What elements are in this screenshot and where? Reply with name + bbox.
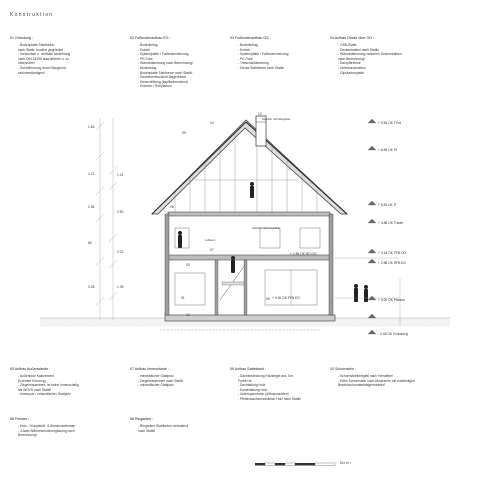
- legend-line: - Estrich: [138, 47, 151, 52]
- legend-line: - Ringanker Stahlbeton umlaufend: [138, 424, 189, 428]
- legend-column-07: [130, 367, 183, 388]
- legend-line: - Unterkonstruktion: [338, 65, 366, 70]
- dimension-label: 1.21: [117, 173, 124, 177]
- room-note: Speicher nicht Begehbar: [262, 118, 291, 121]
- legend-line: - mineralischer Glattputz: [138, 383, 174, 388]
- level-label: + 2.88 OK RD OG: [290, 252, 317, 256]
- marker-06: 06: [266, 297, 270, 301]
- room-note: Luftraum: [205, 239, 216, 242]
- legend-line: nach DIN 18195 auszuführen u. zu: [18, 56, 69, 61]
- legend-line: - Systemplatte / Fußbodenheizung: [138, 52, 189, 57]
- room-note: Speicher nicht begehbar: [252, 227, 281, 230]
- dimension-label: 1.21: [88, 172, 95, 176]
- marker-04: 04: [210, 121, 214, 125]
- legend-line: - Decke Stahlbeton nach Statik!: [238, 65, 285, 70]
- dimension-label: 1.39: [117, 285, 124, 289]
- legend-line: - Sohldämmung durch Baugrund-: [18, 65, 67, 70]
- legend-line: - Erdreich / Rohplanum: [138, 84, 172, 89]
- dimension-label: 2.22: [117, 250, 124, 254]
- legend-line: - Bodenplatte Stahlbeton nach Statik!: [138, 70, 193, 75]
- legend-line: - Dampfbremse: [338, 61, 361, 66]
- legend-line: als WDVS nach Statik!: [18, 387, 52, 392]
- legend-column-05: [10, 367, 79, 397]
- marker-01: 01: [181, 296, 185, 300]
- legend-heading: 03 Fußbodenaufbau OG :: [230, 36, 271, 40]
- level-label: - 0.48 OK Gründung: [378, 332, 408, 336]
- level-label: + 4.88 OK Traufe: [378, 221, 404, 225]
- legend-line: - Bodenbelag: [138, 43, 158, 47]
- legend-heading: 05 Aufbau Außenwände :: [10, 367, 51, 371]
- marker-03: 03: [186, 263, 190, 267]
- legend-line: Farbe rot: [238, 378, 252, 383]
- og-ceiling-slab: [168, 212, 330, 216]
- legend-line: - 3-fach-Wärmeschutzverglasung nach: [18, 428, 75, 433]
- legend-line: Berechnung!: [18, 433, 37, 438]
- level-markers: [368, 119, 376, 334]
- legend-line: - Estrich: [238, 47, 251, 52]
- legend-line: (k.leinste Körnung): [18, 378, 46, 383]
- legend-heading: 08 Ringanker :: [130, 417, 154, 421]
- dimension-label: 1.63: [88, 125, 95, 129]
- dimension-label: 2.50: [117, 210, 124, 214]
- legend-line: - Konterlattung Holz: [238, 387, 268, 392]
- legend-line: - Kiesschüttung (kapillarbrechend): [138, 79, 189, 84]
- legend-heading: 09 Aufbau Satteldach :: [230, 367, 267, 371]
- legend-line: nach Statik!: [138, 428, 156, 433]
- legend-heading: 06 Fenster :: [10, 417, 30, 421]
- legend-line: - Wärmedämmung nach Berechnung!: [138, 61, 193, 66]
- legend-line: - Wärmedämmung zwischen Deckenbalken: [338, 52, 402, 57]
- legend-line: - Bodenplatte Stahlbeton: [18, 43, 55, 47]
- legend-column-06: [10, 417, 75, 438]
- legend-heading: 07 Aufbau Innenwände :: [130, 367, 169, 371]
- legend-line: - PE-Folie: [138, 56, 153, 61]
- scale-bar: [255, 463, 335, 466]
- legend-line: - Sauberkeitsschicht Magerbeton: [138, 75, 187, 80]
- legend-line: nach Statik, frostfrei gegründet: [18, 47, 63, 52]
- level-label: + 8.65 OK Pf: [378, 148, 397, 152]
- legend-line: - Bodenbelag: [238, 43, 258, 47]
- marker-08: 08: [170, 205, 174, 209]
- legend-line: - Außenputz Kalkzement: [18, 374, 54, 378]
- legend-line: nach Berechnung!: [338, 56, 365, 61]
- legend-heading: 02 Fußbodenaufbau EG :: [130, 36, 171, 40]
- level-label: + 3.18 OK FFB OG: [378, 251, 407, 255]
- legend-line: - Holz- / Kunststoff- & Aluminiumfenster: [18, 424, 76, 428]
- legend-line: - Dacheindeckung Falzziegel aus Ton,: [238, 374, 294, 378]
- legend-line: - Abdichtung: [138, 65, 157, 70]
- legend-heading: 04 Aufbau Decke über OG :: [330, 36, 375, 40]
- legend-line: - Pfettendachkonstruktion Holz nach Statik!: [238, 396, 302, 401]
- page-title: Konstruktion: [10, 12, 54, 18]
- legend-column-09: [230, 367, 301, 402]
- walls: [165, 214, 333, 315]
- left-dimension-guides: [96, 118, 117, 320]
- level-label: + 5.53 UK Tr: [378, 203, 397, 207]
- legend-line: - Gipskartonplatte: [338, 70, 365, 75]
- legend-line: - Dachlattung Holz: [238, 383, 266, 388]
- legend-line: - mineralischer Glattputz: [138, 374, 174, 378]
- ground-slab: [165, 315, 335, 321]
- legend-heading: 10 Schornstein :: [330, 367, 356, 371]
- legend-line: sachverständigen!: [18, 70, 45, 75]
- dimension-label: 3.28: [88, 285, 95, 289]
- legend-line: - Höhe Schornstein nach Absprache mit zuständigen: [338, 378, 415, 383]
- legend-line: - Deckenbalken nach Statik!: [338, 47, 380, 52]
- scale-label: Meter: [340, 461, 352, 465]
- legend-line: - Innenputz / mineralischer Glattputz: [18, 392, 71, 397]
- legend-line: - Schornsteinfertigteil nach Hersteller!: [338, 374, 393, 378]
- legend-line: - Ziegelmauerwerk, ist keine Innenschalig: [18, 383, 79, 388]
- level-label: + 0.00 OK FFB EG: [272, 296, 300, 300]
- legend-line: - OSB-Platte: [338, 43, 357, 47]
- legend-column-10: [330, 367, 415, 388]
- level-label: + 0.00 OK Planum: [378, 298, 406, 302]
- level-label: + 2.88 OK RFB EG: [378, 261, 407, 265]
- legend-line: - Systemplatte / Fußbodenheizung: [238, 52, 289, 57]
- legend-line: - horizontale u. vertikale Abdichtung: [18, 52, 71, 57]
- level-label: + 9.55 OK Fi ist: [378, 121, 401, 125]
- legend-heading: 01 Gründung :: [10, 36, 33, 40]
- legend-line: - Ziegelmauerwerk nach Statik!: [138, 378, 184, 383]
- legend-line: - Unterspannbahn (diffusionsoffen): [238, 392, 289, 397]
- marker-09: 09: [182, 131, 186, 135]
- marker-10: 10: [258, 112, 262, 116]
- marker-07: 07: [210, 248, 214, 252]
- legend-line: Bezirksschornsteinfegermeister!: [338, 383, 385, 388]
- dimension-label: 2.56: [88, 205, 95, 209]
- dimension-label: 80: [88, 241, 92, 245]
- legend-line: überprüfen!: [18, 61, 35, 66]
- legend-line: - PE-Folie: [238, 56, 253, 61]
- marker-02: 02: [186, 313, 190, 317]
- legend-column-08: [130, 417, 188, 433]
- legend-line: - Trittschalldämmung: [238, 61, 269, 66]
